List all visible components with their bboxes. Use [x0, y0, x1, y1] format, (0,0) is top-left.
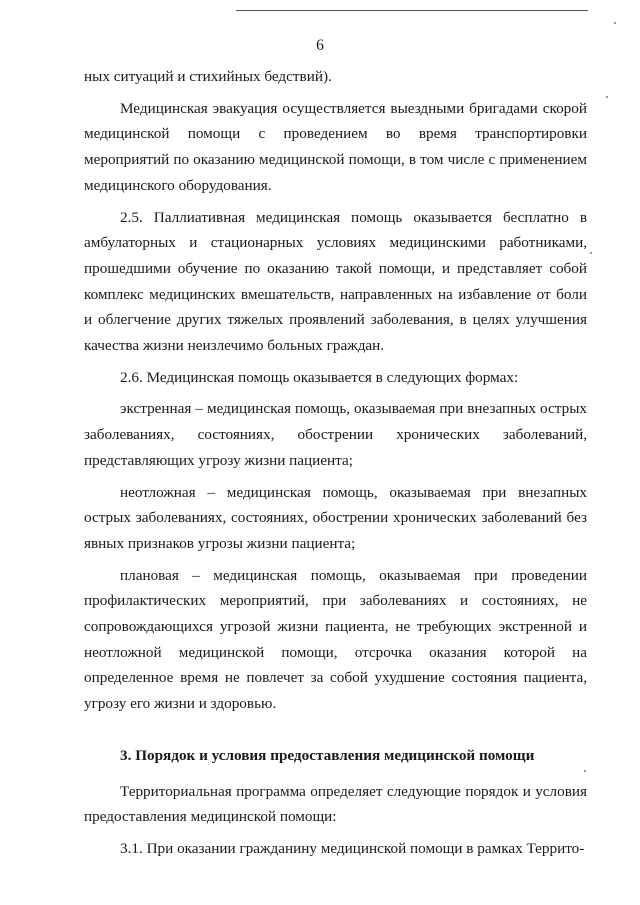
paragraph-2-6-forms: 2.6. Медицинская помощь оказывается в следующих формах: [120, 368, 519, 386]
scan-artifact-dot [614, 22, 616, 24]
paragraph-planned-form: плановая – медицинская помощь, оказываемая при проведении профилактических мероприятий, при заболеваниях и состояниях, не сопровождающихся угрозой жизни пациента, не требующих экстренной и неотложной медицинской помощи, отсрочка оказания которой на определенное время не повлечет за собой ухудшение состояния пациента, угрозу его жизни и здоровью. [84, 566, 587, 713]
page-number: 6 [316, 37, 324, 54]
scan-artifact-dot [606, 96, 608, 98]
document-body [84, 64, 587, 862]
paragraph-territorial-program: Территориальная программа определяет следующие порядок и условия предоставления медицинской помощи: [84, 782, 587, 826]
paragraph-2-5-palliative-care: 2.5. Паллиативная медицинская помощь оказывается бесплатно в амбулаторных и стационарных условиях медицинскими работниками, прошедшими обучение по оказанию такой помощи, и представляет собой комплекс медицинских вмешательств, направленных на избавление от боли и облегчение других тяжелых проявлений заболевания, в целях улучшения качества жизни неизлечимо больных граждан. [84, 208, 587, 355]
paragraph-medical-evacuation: Медицинская эвакуация осуществляется выездными бригадами скорой медицинской помощи с проведением во время транспортировки мероприятий по оказанию медицинской помощи, в том числе с применением медицинского оборудования. [84, 99, 587, 194]
paragraph-urgent-form: неотложная – медицинская помощь, оказываемая при внезапных острых заболеваниях, состояниях, обострении хронических заболеваний без явных признаков угрозы жизни пациента; [84, 483, 587, 552]
scan-artifact-dot [590, 252, 592, 254]
paragraph-3-1: 3.1. При оказании гражданину медицинской помощи в рамках Террито- [120, 839, 585, 857]
scan-artifact-line [236, 10, 588, 11]
section-heading: 3. Порядок и условия предоставления медицинской помощи [120, 746, 535, 764]
paragraph-continuation: ных ситуаций и стихийных бедствий). [84, 68, 332, 85]
paragraph-emergency-form: экстренная – медицинская помощь, оказываемая при внезапных острых заболеваниях, состояниях, обострении хронических заболеваний, представляющих угрозу жизни пациента; [84, 400, 587, 469]
